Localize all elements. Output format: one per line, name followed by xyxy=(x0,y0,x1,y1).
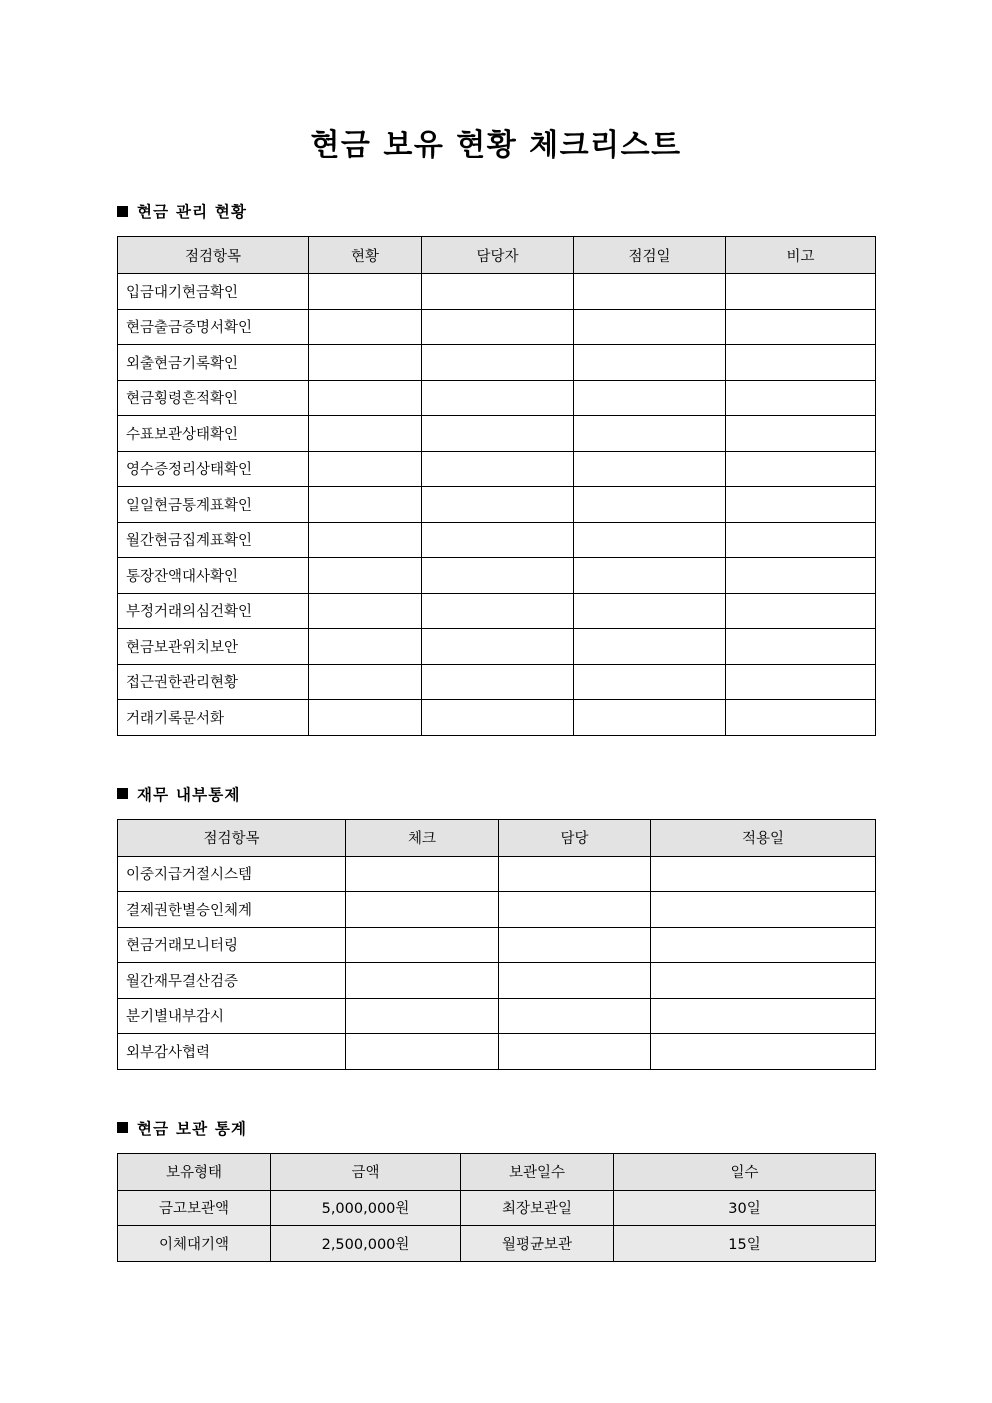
cell-item: 현금출금증명서확인 xyxy=(118,309,309,345)
column-header-storage-days-label: 보관일수 xyxy=(461,1153,614,1190)
cell-owner[interactable] xyxy=(499,998,651,1034)
column-header-item: 점검항목 xyxy=(118,819,346,856)
cell-date[interactable] xyxy=(574,274,726,310)
cell-owner[interactable] xyxy=(499,927,651,963)
table-cash-management xyxy=(117,236,876,736)
section-spacer-2 xyxy=(0,1070,992,1117)
table-row xyxy=(118,892,876,928)
cell-item: 통장잔액대사확인 xyxy=(118,558,309,594)
cell-owner[interactable] xyxy=(422,522,574,558)
table-row xyxy=(118,927,876,963)
cell-remarks[interactable] xyxy=(726,380,876,416)
cell-owner[interactable] xyxy=(422,451,574,487)
cell-owner[interactable] xyxy=(422,274,574,310)
cell-apply-date[interactable] xyxy=(651,927,876,963)
cell-item: 월간재무결산검증 xyxy=(118,963,346,999)
table-row xyxy=(118,451,876,487)
table-header-row xyxy=(118,237,876,274)
column-header-remarks: 비고 xyxy=(726,237,876,274)
table-row xyxy=(118,416,876,452)
cell-holding-type: 금고보관액 xyxy=(118,1190,271,1226)
cell-date[interactable] xyxy=(574,487,726,523)
cell-days: 30일 xyxy=(614,1190,876,1226)
cell-check[interactable] xyxy=(346,998,499,1034)
table-row xyxy=(118,664,876,700)
cell-owner[interactable] xyxy=(499,1034,651,1070)
cell-apply-date[interactable] xyxy=(651,892,876,928)
table-header-row xyxy=(118,819,876,856)
cell-status[interactable] xyxy=(309,274,422,310)
table-row xyxy=(118,1226,876,1262)
cell-date[interactable] xyxy=(574,593,726,629)
cell-remarks[interactable] xyxy=(726,522,876,558)
cell-date[interactable] xyxy=(574,558,726,594)
cell-item: 현금거래모니터링 xyxy=(118,927,346,963)
cell-status[interactable] xyxy=(309,487,422,523)
page-title: 현금 보유 현황 체크리스트 xyxy=(310,128,682,163)
cell-remarks[interactable] xyxy=(726,700,876,736)
cell-item: 결제권한별승인체계 xyxy=(118,892,346,928)
cell-item: 월간현금집계표확인 xyxy=(118,522,309,558)
cell-status[interactable] xyxy=(309,700,422,736)
cell-item: 접근권한관리현황 xyxy=(118,664,309,700)
cell-check[interactable] xyxy=(346,1034,499,1070)
cell-date[interactable] xyxy=(574,380,726,416)
cell-owner[interactable] xyxy=(422,700,574,736)
section-heading-label: 재무 내부통제 xyxy=(137,785,241,804)
table-storage-statistics xyxy=(117,1153,876,1262)
cell-status[interactable] xyxy=(309,416,422,452)
cell-storage-days-label: 월평균보관 xyxy=(461,1226,614,1262)
cell-remarks[interactable] xyxy=(726,487,876,523)
cell-owner[interactable] xyxy=(422,345,574,381)
cell-remarks[interactable] xyxy=(726,274,876,310)
column-header-days: 일수 xyxy=(614,1153,876,1190)
table-row xyxy=(118,487,876,523)
cell-apply-date[interactable] xyxy=(651,856,876,892)
cell-status[interactable] xyxy=(309,593,422,629)
column-header-check: 체크 xyxy=(346,819,499,856)
table-row xyxy=(118,1034,876,1070)
cell-item: 외출현금기록확인 xyxy=(118,345,309,381)
cell-item: 부정거래의심건확인 xyxy=(118,593,309,629)
cell-item: 현금보관위치보안 xyxy=(118,629,309,665)
table-wrapper-internal-control xyxy=(0,819,992,1070)
table-header-row xyxy=(118,1153,876,1190)
table-row xyxy=(118,593,876,629)
cell-holding-type: 이체대기액 xyxy=(118,1226,271,1262)
cell-remarks[interactable] xyxy=(726,558,876,594)
cell-owner[interactable] xyxy=(499,892,651,928)
cell-apply-date[interactable] xyxy=(651,998,876,1034)
column-header-owner: 담당 xyxy=(499,819,651,856)
cell-amount: 2,500,000원 xyxy=(271,1226,461,1262)
cell-owner[interactable] xyxy=(499,963,651,999)
column-header-status: 현황 xyxy=(309,237,422,274)
section-internal-control xyxy=(0,783,992,1070)
cell-date[interactable] xyxy=(574,345,726,381)
cell-days: 15일 xyxy=(614,1226,876,1262)
cell-date[interactable] xyxy=(574,664,726,700)
table-row xyxy=(118,1190,876,1226)
cell-item: 거래기록문서화 xyxy=(118,700,309,736)
cell-status[interactable] xyxy=(309,629,422,665)
column-header-item: 점검항목 xyxy=(118,237,309,274)
cell-apply-date[interactable] xyxy=(651,1034,876,1070)
cell-status[interactable] xyxy=(309,345,422,381)
table-wrapper-cash-management xyxy=(0,236,992,736)
cell-owner[interactable] xyxy=(499,856,651,892)
column-header-apply-date: 적용일 xyxy=(651,819,876,856)
cell-status[interactable] xyxy=(309,309,422,345)
section-storage-statistics xyxy=(0,1117,992,1262)
cell-item: 외부감사협력 xyxy=(118,1034,346,1070)
column-header-amount: 금액 xyxy=(271,1153,461,1190)
title-spacer xyxy=(0,164,992,200)
cell-status[interactable] xyxy=(309,380,422,416)
section-heading-label: 현금 관리 현황 xyxy=(137,203,248,221)
cell-status[interactable] xyxy=(309,451,422,487)
cell-date[interactable] xyxy=(574,309,726,345)
cell-apply-date[interactable] xyxy=(651,963,876,999)
section-spacer-1 xyxy=(0,736,992,783)
cell-storage-days-label: 최장보관일 xyxy=(461,1190,614,1226)
cell-date[interactable] xyxy=(574,416,726,452)
cell-remarks[interactable] xyxy=(726,345,876,381)
square-bullet-icon xyxy=(117,788,128,799)
cell-date[interactable] xyxy=(574,451,726,487)
table-row xyxy=(118,700,876,736)
cell-owner[interactable] xyxy=(422,416,574,452)
cell-status[interactable] xyxy=(309,558,422,594)
section-heading-storage-statistics xyxy=(0,1117,992,1139)
cell-item: 입금대기현금확인 xyxy=(118,274,309,310)
cell-check[interactable] xyxy=(346,892,499,928)
column-header-owner: 담당자 xyxy=(422,237,574,274)
table-row xyxy=(118,856,876,892)
cell-remarks[interactable] xyxy=(726,451,876,487)
cell-item: 수표보관상태확인 xyxy=(118,416,309,452)
cell-owner[interactable] xyxy=(422,380,574,416)
cell-item: 영수증정리상태확인 xyxy=(118,451,309,487)
cell-amount: 5,000,000원 xyxy=(271,1190,461,1226)
cell-owner[interactable] xyxy=(422,309,574,345)
cell-date[interactable] xyxy=(574,522,726,558)
section-cash-management xyxy=(0,200,992,736)
cell-item: 분기별내부감시 xyxy=(118,998,346,1034)
section-heading-internal-control xyxy=(0,783,992,805)
table-wrapper-storage-statistics xyxy=(0,1153,992,1262)
table-row xyxy=(118,963,876,999)
cell-status[interactable] xyxy=(309,664,422,700)
column-header-holding-type: 보유형태 xyxy=(118,1153,271,1190)
cell-remarks[interactable] xyxy=(726,416,876,452)
cell-check[interactable] xyxy=(346,963,499,999)
table-row xyxy=(118,998,876,1034)
cell-remarks[interactable] xyxy=(726,309,876,345)
cell-owner[interactable] xyxy=(422,558,574,594)
section-heading-label: 현금 보관 통계 xyxy=(137,1119,248,1138)
table-row xyxy=(118,380,876,416)
section-heading-cash-management xyxy=(0,200,992,222)
cell-owner[interactable] xyxy=(422,664,574,700)
cell-owner[interactable] xyxy=(422,593,574,629)
square-bullet-icon xyxy=(117,1122,128,1133)
table-row xyxy=(118,274,876,310)
cell-remarks[interactable] xyxy=(726,593,876,629)
cell-check[interactable] xyxy=(346,856,499,892)
cell-date[interactable] xyxy=(574,700,726,736)
cell-status[interactable] xyxy=(309,522,422,558)
cell-check[interactable] xyxy=(346,927,499,963)
cell-item: 일일현금통계표확인 xyxy=(118,487,309,523)
cell-remarks[interactable] xyxy=(726,664,876,700)
table-internal-control xyxy=(117,819,876,1070)
table-row xyxy=(118,522,876,558)
cell-date[interactable] xyxy=(574,629,726,665)
table-row xyxy=(118,345,876,381)
cell-item: 현금횡령흔적확인 xyxy=(118,380,309,416)
column-header-date: 점검일 xyxy=(574,237,726,274)
table-row xyxy=(118,629,876,665)
square-bullet-icon xyxy=(117,206,128,217)
cell-owner[interactable] xyxy=(422,487,574,523)
cell-item: 이중지급거절시스템 xyxy=(118,856,346,892)
table-row xyxy=(118,309,876,345)
cell-owner[interactable] xyxy=(422,629,574,665)
table-row xyxy=(118,558,876,594)
cell-remarks[interactable] xyxy=(726,629,876,665)
